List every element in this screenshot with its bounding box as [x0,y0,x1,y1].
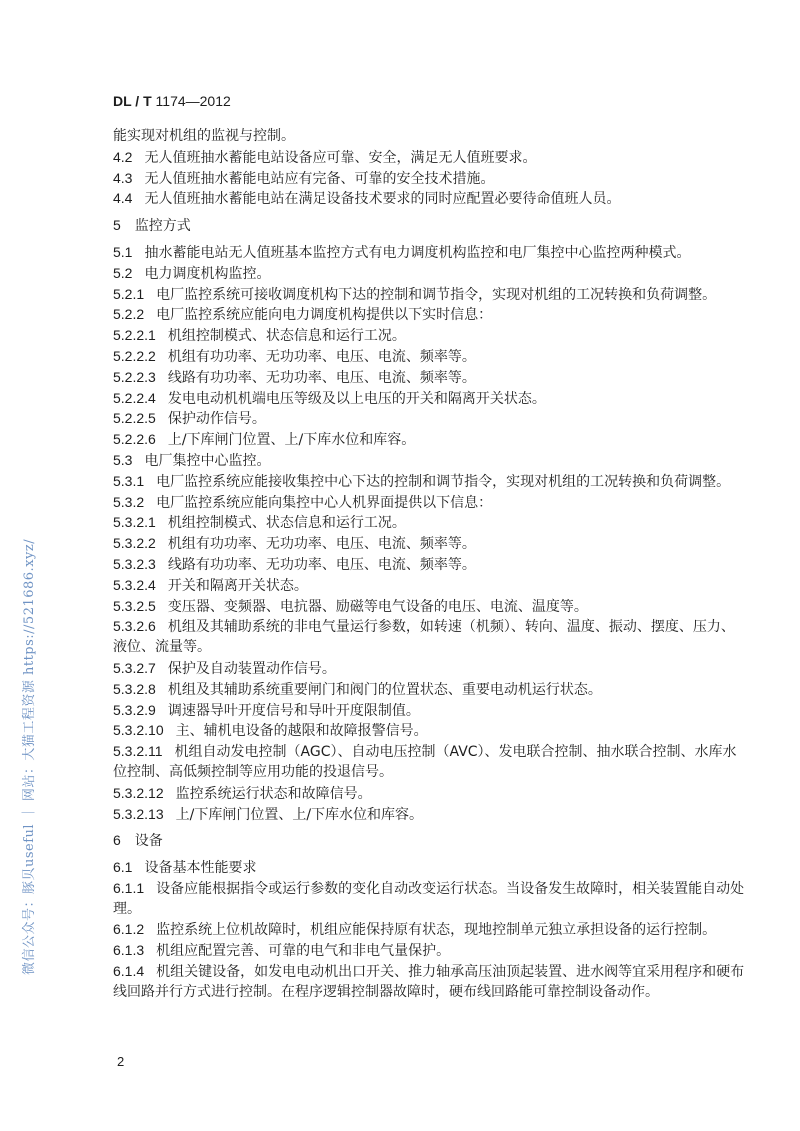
clause-number: 5.3.2.12 [113,784,164,801]
clause-number: 5.2.2 [113,306,145,323]
standard-code-header [113,92,231,110]
clause-line [113,325,733,346]
clause-number: 5.3.2.6 [113,618,156,635]
clause-number: 5.3.1 [113,472,145,489]
clause-line [113,471,733,492]
clause-line [113,242,733,263]
clause-line [113,512,733,533]
clause-text: 电厂监控系统应能向电力调度机构提供以下实时信息： [156,307,493,324]
clause-number: 5.3.2.4 [113,576,156,593]
clause-number: 6.1 [113,859,133,876]
clause-line [113,783,733,804]
clause-number: 5.2.2.2 [113,347,156,364]
clause-number: 5.3.2.10 [113,722,164,739]
clause-line [113,126,733,147]
clause-text: 线路有功功率、无功功率、电压、电流、频率等。 [167,369,476,386]
clause-line [113,857,733,878]
watermark-text: 微信公众号：豚贝useful ｜ 网站：大猫工程资源 https://521686.xyz/ [22,538,37,975]
document-body [113,126,745,1003]
clause-text: 发电电动机机端电压等级及以上电压的开关和隔离开关状态。 [167,390,546,407]
clause-number: 5.3.2.13 [113,805,164,822]
clause-text: 监控系统运行状态和故障信号。 [175,785,372,802]
clause-number: 5.3.2.1 [113,514,156,531]
clause-text: 主、辅机电设备的越限和故障报警信号。 [175,723,428,740]
clause-text: 调速器导叶开度信号和导叶开度限制值。 [167,702,420,719]
clause-line [113,919,733,940]
header-code-rest: 1174—2012 [151,93,231,109]
clause-text: 上/下库闸门位置、上/下库水位和库容。 [175,806,424,823]
clause-line [113,658,733,679]
clause-text: 机组控制模式、状态信息和运行工况。 [167,328,406,345]
clause-number: 5.2.2.3 [113,368,156,385]
clause-number: 6.1.2 [113,921,145,938]
clause-text: 无人值班抽水蓄能电站应有完备、可靠的安全技术措施。 [144,170,495,187]
clause-text: 变压器、变频器、电抗器、励磁等电气设备的电压、电流、温度等。 [167,598,588,615]
clause-line [113,408,733,429]
clause-number: 4.2 [113,148,133,165]
clause-text: 液位、流量等。 [113,639,211,656]
clause-text: 能实现对机组的监视与控制。 [113,128,295,144]
clause-text: 线回路并行方式进行控制。在程序逻辑控制器故障时，硬布线回路能可靠控制设备动作。 [113,983,659,1000]
clause-line [113,188,733,209]
clause-text: 监控方式 [134,218,191,235]
clause-text: 开关和隔离开关状态。 [167,577,308,594]
clause-line [113,961,745,982]
clause-text: 机组关键设备，如发电电动机出口开关、推力轴承高压油顶起装置、进水阀等宜采用程序和硬布 [156,964,745,981]
clause-text: 电厂监控系统应能接收集控中心下达的控制和调节指令，实现对机组的工况转换和负荷调整。 [156,473,731,490]
clause-text: 无人值班抽水蓄能电站设备应可靠、安全，满足无人值班要求。 [144,149,537,166]
clause-line [113,554,733,575]
clause-text: 上/下库闸门位置、上/下库水位和库容。 [167,432,416,449]
clause-line [113,637,733,658]
clause-text: 监控系统上位机故障时，机组应能保持原有状态，现地控制单元独立承担设备的运行控制。 [156,922,717,939]
page-number: 2 [117,1054,125,1069]
clause-text: 线路有功功率、无功功率、电压、电流、频率等。 [167,556,476,573]
clause-line [113,147,733,168]
clause-text: 电厂监控系统应能向集控中心人机界面提供以下信息： [156,494,493,511]
clause-line [113,741,737,762]
clause-number: 5.2.2.1 [113,327,156,344]
clause-number: 4.3 [113,169,133,186]
clause-number: 5.3.2.3 [113,555,156,572]
clause-line [113,804,733,825]
clause-line [113,263,733,284]
clause-number: 5.3.2.8 [113,680,156,697]
clause-line [113,304,733,325]
clause-number: 5.2.2.5 [113,410,156,427]
clause-text: 理。 [113,900,141,917]
clause-line [113,575,733,596]
header-code-bold: DL / T [113,93,152,109]
clause-number: 5.3.2.5 [113,597,156,614]
clause-text: 机组有功功率、无功功率、电压、电流、频率等。 [167,348,476,365]
clause-line [113,940,733,961]
clause-text: 抽水蓄能电站无人值班基本监控方式有电力调度机构监控和电厂集控中心监控两种模式。 [144,244,691,261]
clause-text: 设备 [134,833,163,850]
clause-line [113,762,733,783]
clause-number: 4.4 [113,190,133,207]
clause-number: 5.3.2.9 [113,701,156,718]
clause-text: 保护及自动装置动作信号。 [167,660,336,677]
clause-number: 5.3.2.2 [113,535,156,552]
clause-number: 6.1.1 [113,879,145,896]
section-heading [113,830,733,851]
clause-text: 电厂集控中心监控。 [144,452,271,469]
clause-number: 5.2.2.6 [113,431,156,448]
clause-text: 机组自动发电控制（AGC）、自动电压控制（AVC）、发电联合控制、抽水联合控制、水库水 [174,744,737,761]
clause-text: 无人值班抽水蓄能电站在满足设备技术要求的同时应配置必要待命值班人员。 [144,191,621,208]
clause-text: 保护动作信号。 [167,411,266,428]
clause-line [113,720,733,741]
clause-text: 设备应能根据指令或运行参数的变化自动改变运行状态。当设备发生故障时，相关装置能自动处 [156,880,745,897]
clause-text: 设备基本性能要求 [144,860,257,877]
clause-text: 机组有功功率、无功功率、电压、电流、频率等。 [167,536,476,553]
clause-line [113,450,733,471]
clause-text: 电厂监控系统可接收调度机构下达的控制和调节指令，实现对机组的工况转换和负荷调整。 [156,286,717,303]
clause-number: 5.3 [113,451,133,468]
clause-line [113,492,733,513]
clause-line [113,700,733,721]
clause-line [113,899,733,920]
clause-line [113,982,733,1003]
clause-text: 机组应配置完善、可靠的电气和非电气量保护。 [156,943,451,960]
clause-line [113,168,733,189]
clause-text: 机组控制模式、状态信息和运行工况。 [167,515,406,532]
clause-line [113,679,733,700]
clause-line [113,429,733,450]
clause-number: 5.2 [113,264,133,281]
clause-text: 机组及其辅助系统重要闸门和阀门的位置状态、重要电动机运行状态。 [167,681,602,698]
clause-number: 6.1.3 [113,942,145,959]
clause-number: 5.3.2 [113,493,145,510]
clause-number: 5.2.1 [113,285,145,302]
clause-number: 5.2.2.4 [113,389,156,406]
clause-number: 5.3.2.11 [113,743,163,760]
clause-text: 机组及其辅助系统的非电气量运行参数，如转速（机频）、转向、温度、振动、摆度、压力、 [167,619,735,636]
clause-number: 5 [113,217,121,234]
clause-line [113,616,733,637]
clause-text: 位控制、高低频控制等应用功能的投退信号。 [113,763,393,780]
clause-line [113,533,733,554]
clause-line [113,284,733,305]
clause-number: 6 [113,832,121,849]
clause-text: 电力调度机构监控。 [144,265,271,282]
section-heading [113,215,733,236]
clause-number: 5.1 [113,243,133,260]
clause-line [113,346,733,367]
clause-number: 6.1.4 [113,963,145,980]
clause-line [113,367,733,388]
clause-line [113,388,733,409]
clause-number: 5.3.2.7 [113,659,156,676]
clause-line [113,596,733,617]
clause-line [113,878,745,899]
